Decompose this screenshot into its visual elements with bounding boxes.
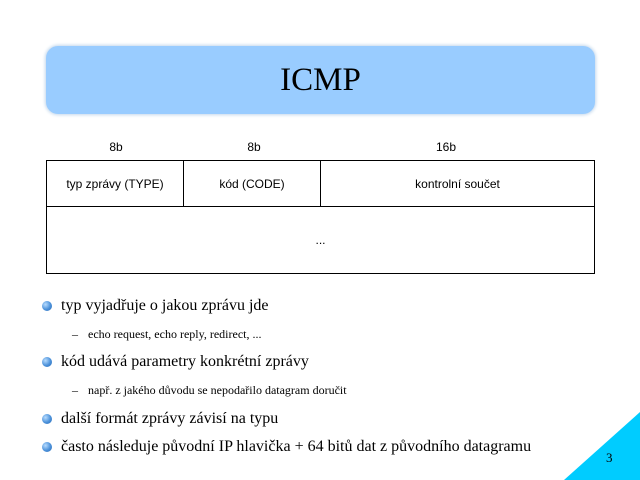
sub-bullet-item xyxy=(72,327,261,342)
sub-bullet-text: echo request, echo reply, redirect, ... xyxy=(88,327,262,341)
bullet-item xyxy=(42,438,531,456)
dash-icon: – xyxy=(72,383,78,397)
header-row-fields xyxy=(47,161,595,207)
bullet-dot-icon xyxy=(42,414,52,424)
bit-width-checksum: 16b xyxy=(435,140,457,154)
bullet-text: kód udává parametry konkrétní zprávy xyxy=(61,353,309,370)
bullet-text: často následuje původní IP hlavička + 64 bitů dat z původního datagramu xyxy=(61,438,532,455)
dash-icon: – xyxy=(72,327,78,341)
sub-bullet-item xyxy=(72,383,347,398)
bullet-dot-icon xyxy=(42,442,52,452)
field-code: kód (CODE) xyxy=(184,161,321,207)
icmp-header-table xyxy=(46,160,595,274)
sub-bullet-text: např. z jakého důvodu se nepodařilo datagram doručit xyxy=(88,383,347,397)
bullet-dot-icon xyxy=(42,301,52,311)
bullet-item xyxy=(42,297,269,315)
bullet-item xyxy=(42,410,278,428)
page-number: 3 xyxy=(606,450,613,465)
slide-title: ICMP xyxy=(46,46,595,114)
field-checksum: kontrolní součet xyxy=(321,161,595,207)
bit-width-code: 8b xyxy=(247,140,261,154)
bullet-dot-icon xyxy=(42,357,52,367)
bullet-text: typ vyjadřuje o jakou zprávu jde xyxy=(61,297,269,314)
field-type: typ zprávy (TYPE) xyxy=(47,161,184,207)
corner-decoration xyxy=(564,412,640,480)
bit-width-type: 8b xyxy=(109,140,123,154)
bullet-item xyxy=(42,353,309,371)
field-rest: ... xyxy=(47,207,595,274)
bullet-text: další formát zprávy závisí na typu xyxy=(61,410,279,427)
header-row-rest xyxy=(47,207,595,274)
